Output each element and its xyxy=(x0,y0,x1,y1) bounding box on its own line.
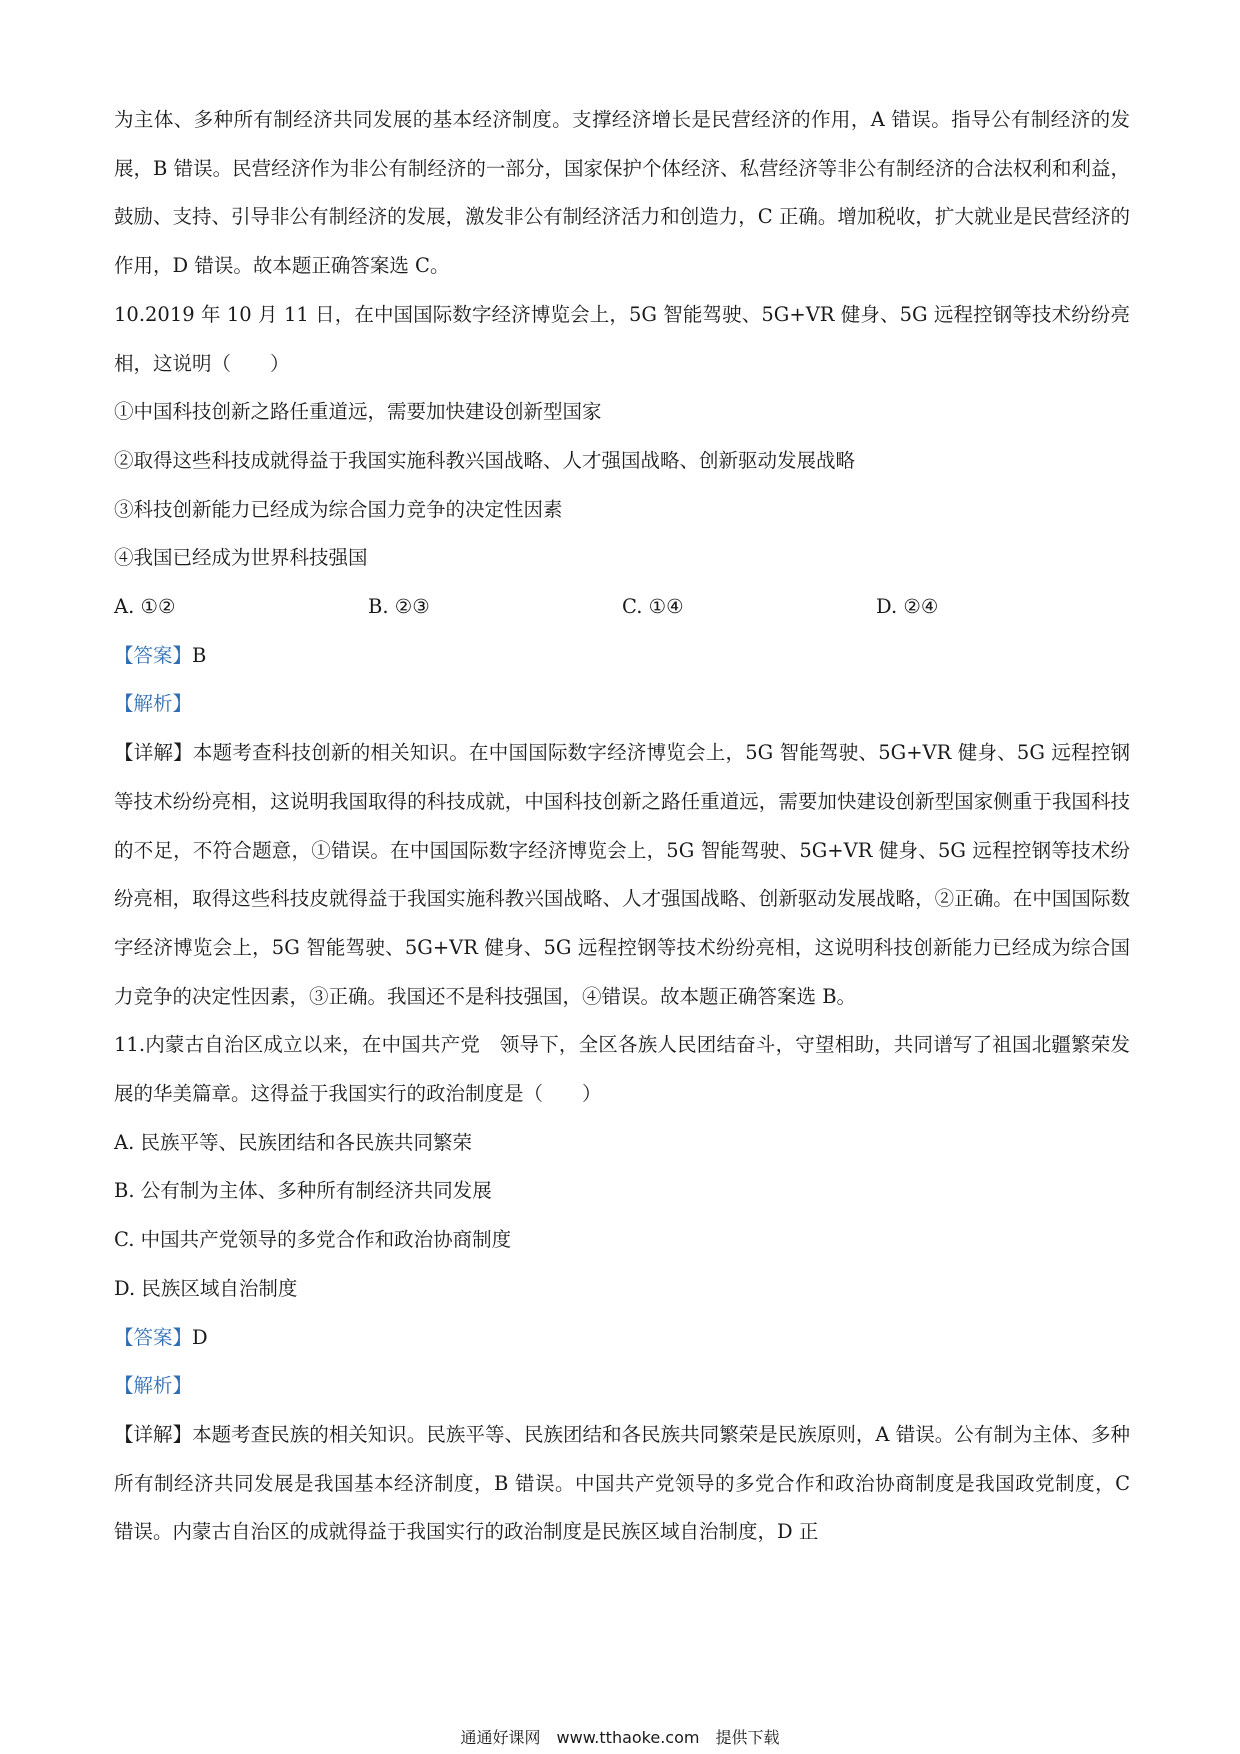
q11-option-c: C. 中国共产党领导的多党合作和政治协商制度 xyxy=(114,1228,512,1252)
q11-option-b: B. 公有制为主体、多种所有制经济共同发展 xyxy=(114,1179,492,1203)
detail-text: 本题考查科技创新的相关知识。在中国国际数字经济博览会上，5G 智能驾驶、5G+VR 健身、5G 远程控钢等技术纷纷亮相，这说明我国取得的科技成就，中国科技创新之路任重道远，需要加快建设创新型国家侧重于我国科技的不足，不符合题意，①错误。在中国国际数字经济博览会上，5G 智能驾驶、5G+VR 健身、5G 远程控钢等技术纷纷亮相，取得这些科技皮就得益于我国实施科教兴国战略、人才强国战略、创新驱动发展战略，②正确。在中国国际数字经济博览会上，5G 智能驾驶、5G+VR 健身、5G 远程控钢等技术纷纷亮相，这说明科技创新能力已经成为综合国力竞争的决定性因素，③正确。我国还不是科技强国，④错误。故本题正确答案选 B。 xyxy=(114,741,1130,1008)
q11-detail xyxy=(114,1411,1130,1557)
q10-item-3: ③科技创新能力已经成为综合国力竞争的决定性因素 xyxy=(114,497,563,521)
answer-tag: 【答案】 xyxy=(114,643,193,667)
q10-detail xyxy=(114,729,1130,1021)
detail-tag: 【详解】 xyxy=(114,741,193,765)
q11-stem: 11.内蒙古自治区成立以来，在中国共产党 领导下，全区各族人民团结奋斗，守望相助，共同谱写了祖国北疆繁荣发展的华美篇章。这得益于我国实行的政治制度是（ ） xyxy=(114,1033,1130,1106)
q10-option-c: C. ①④ xyxy=(622,595,684,619)
detail-tag: 【详解】 xyxy=(114,1422,193,1446)
q10-answer xyxy=(114,632,1130,681)
q10-item-4: ④我国已经成为世界科技强国 xyxy=(114,546,368,570)
q10-stem: 10.2019 年 10 月 11 日，在中国国际数字经济博览会上，5G 智能驾驶、5G+VR 健身、5G 远程控钢等技术纷纷亮相，这说明（ ） xyxy=(114,302,1130,375)
analysis-tag: 【解析】 xyxy=(114,1374,193,1398)
analysis-tag: 【解析】 xyxy=(114,692,193,716)
detail-text: 本题考查民族的相关知识。民族平等、民族团结和各民族共同繁荣是民族原则，A 错误。公有制为主体、多种所有制经济共同发展是我国基本经济制度，B 错误。中国共产党领导的多党合作和政治协商制度是我国政党制度，C 错误。内蒙古自治区的成就得益于我国实行的政治制度是民族区域自治制度，D 正 xyxy=(114,1422,1130,1544)
answer-tag: 【答案】 xyxy=(114,1325,193,1349)
document-page xyxy=(114,96,1130,1557)
answer-value: B xyxy=(192,643,207,667)
q11-option-d: D. 民族区域自治制度 xyxy=(114,1276,298,1300)
q10-option-a: A. ①② xyxy=(114,595,176,619)
q10-item-1: ①中国科技创新之路任重道远，需要加快建设创新型国家 xyxy=(114,400,602,424)
q10-option-b: B. ②③ xyxy=(368,595,430,619)
q10-analysis-heading xyxy=(114,680,1130,729)
question-10 xyxy=(114,291,1130,1022)
answer-value: D xyxy=(192,1325,208,1349)
q10-options xyxy=(114,583,1130,632)
page-footer: 通通好课网 www.tthaoke.com 提供下载 xyxy=(460,1728,780,1747)
q11-option-a: A. 民族平等、民族团结和各民族共同繁荣 xyxy=(114,1130,472,1154)
question-11 xyxy=(114,1021,1130,1557)
q10-item-2: ②取得这些科技成就得益于我国实施科教兴国战略、人才强国战略、创新驱动发展战略 xyxy=(114,448,856,472)
q10-option-d: D. ②④ xyxy=(876,595,939,619)
q11-answer xyxy=(114,1314,1130,1363)
q11-analysis-heading xyxy=(114,1362,1130,1411)
q9-analysis-tail: 为主体、多种所有制经济共同发展的基本经济制度。支撑经济增长是民营经济的作用，A 错误。指导公有制经济的发展，B 错误。民营经济作为非公有制经济的一部分，国家保护个体经济、私营经济等非公有制经济的合法权利和利益，鼓励、支持、引导非公有制经济的发展，激发非公有制经济活力和创造力，C 正确。增加税收，扩大就业是民营经济的作用，D 错误。故本题正确答案选 C。 xyxy=(114,108,1130,278)
